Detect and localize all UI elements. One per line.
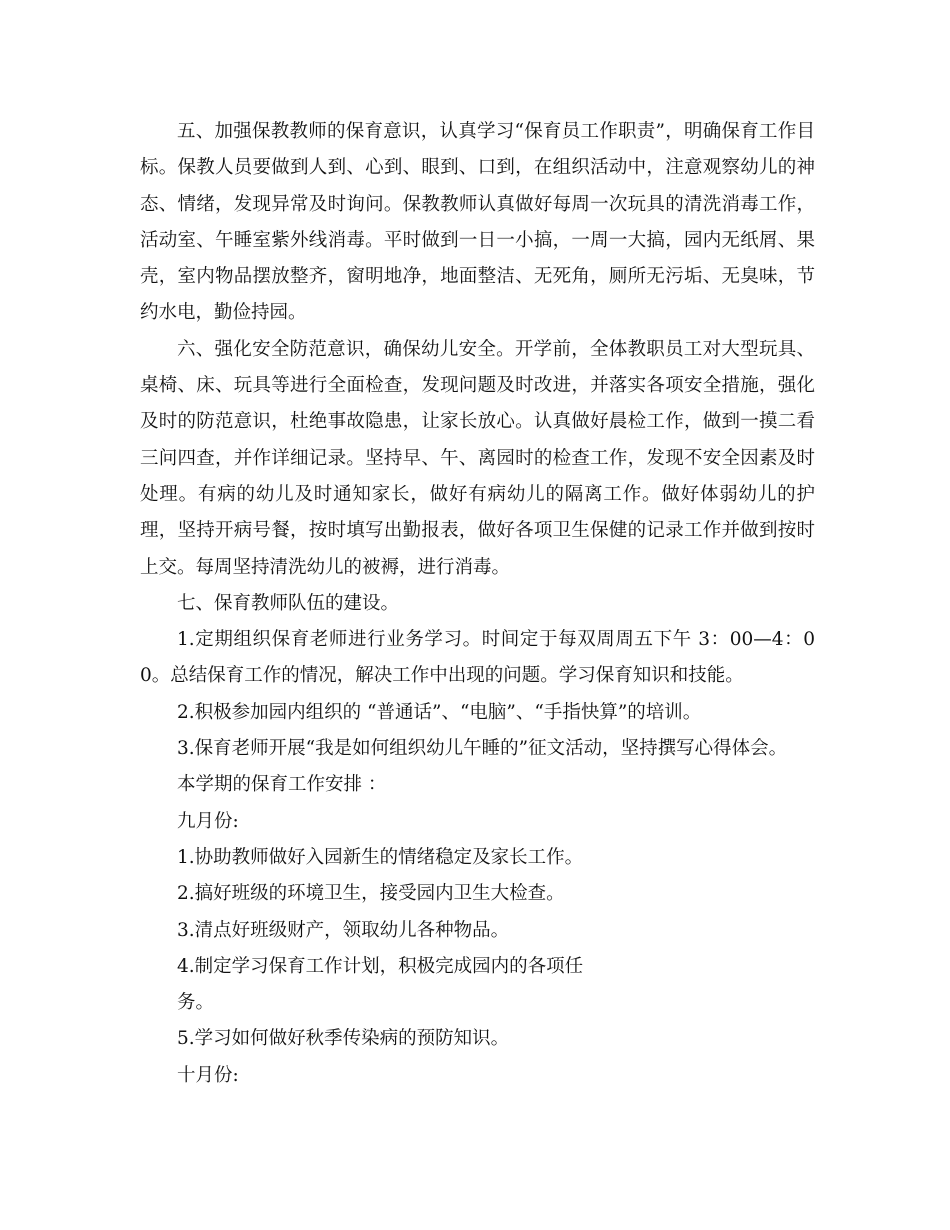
september-item-2: 2.搞好班级的环境卫生，接受园内卫生大检查。: [177, 883, 565, 905]
september-item-4-continued: 务。: [177, 992, 215, 1014]
september-heading: 九月份:: [177, 810, 239, 832]
paragraph-7-item-2: 2.积极参加园内组织的 “普通话”、“电脑”、“手指快算”的培训。: [177, 701, 702, 723]
october-heading: 十月份:: [177, 1064, 239, 1086]
paragraph-7-item-3: 3.保育老师开展“我是如何组织幼儿午睡的”征文活动，坚持撰写心得体会。: [177, 738, 788, 760]
document-body: [140, 114, 815, 1094]
paragraph-6-safety-awareness: 六、强化安全防范意识，确保幼儿安全。开学前，全体教职员工对大型玩具、桌椅、床、玩具等进行全面检查，发现问题及时改进，并落实各项安全措施，强化及时的防范意识，杜绝事故隐患，让家长放心。认真做好晨检工作，做到一摸二看三问四查，并作详细记录。坚持早、午、离园时的检查工作，发现不安全因素及时处理。有病的幼儿及时通知家长，做好有病幼儿的隔离工作。做好体弱幼儿的护理，坚持开病号餐，按时填写出勤报表，做好各项卫生保健的记录工作并做到按时上交。每周坚持清洗幼儿的被褥，进行消毒。: [140, 338, 815, 578]
september-item-4: 4.制定学习保育工作计划，积极完成园内的各项任: [177, 955, 584, 977]
september-item-5: 5.学习如何做好秋季传染病的预防知识。: [177, 1028, 510, 1050]
paragraph-7-team-building-heading: 七、保育教师队伍的建设。: [177, 592, 400, 614]
paragraph-7-item-1: 1.定期组织保育老师进行业务学习。时间定于每双周周五下午 3：00—4：00。总结保育工作的情况，解决工作中出现的问题。学习保育知识和技能。: [140, 629, 815, 687]
september-item-3: 3.清点好班级财产，领取幼儿各种物品。: [177, 919, 510, 941]
september-item-1: 1.协助教师做好入园新生的情绪稳定及家长工作。: [177, 846, 584, 868]
paragraph-5-nursery-awareness: 五、加强保教教师的保育意识，认真学习“保育员工作职责”，明确保育工作目标。保教人员要做到人到、心到、眼到、口到，在组织活动中，注意观察幼儿的神态、情绪，发现异常及时询问。保教教师认真做好每周一次玩具的清洗消毒工作，活动室、午睡室紫外线消毒。平时做到一日一小搞，一周一大搞，园内无纸屑、果壳，室内物品摆放整齐，窗明地净，地面整洁、无死角，厕所无污垢、无臭味，节约水电，勤俭持园。: [140, 121, 815, 324]
semester-plan-heading: 本学期的保育工作安排 ：: [177, 774, 387, 796]
